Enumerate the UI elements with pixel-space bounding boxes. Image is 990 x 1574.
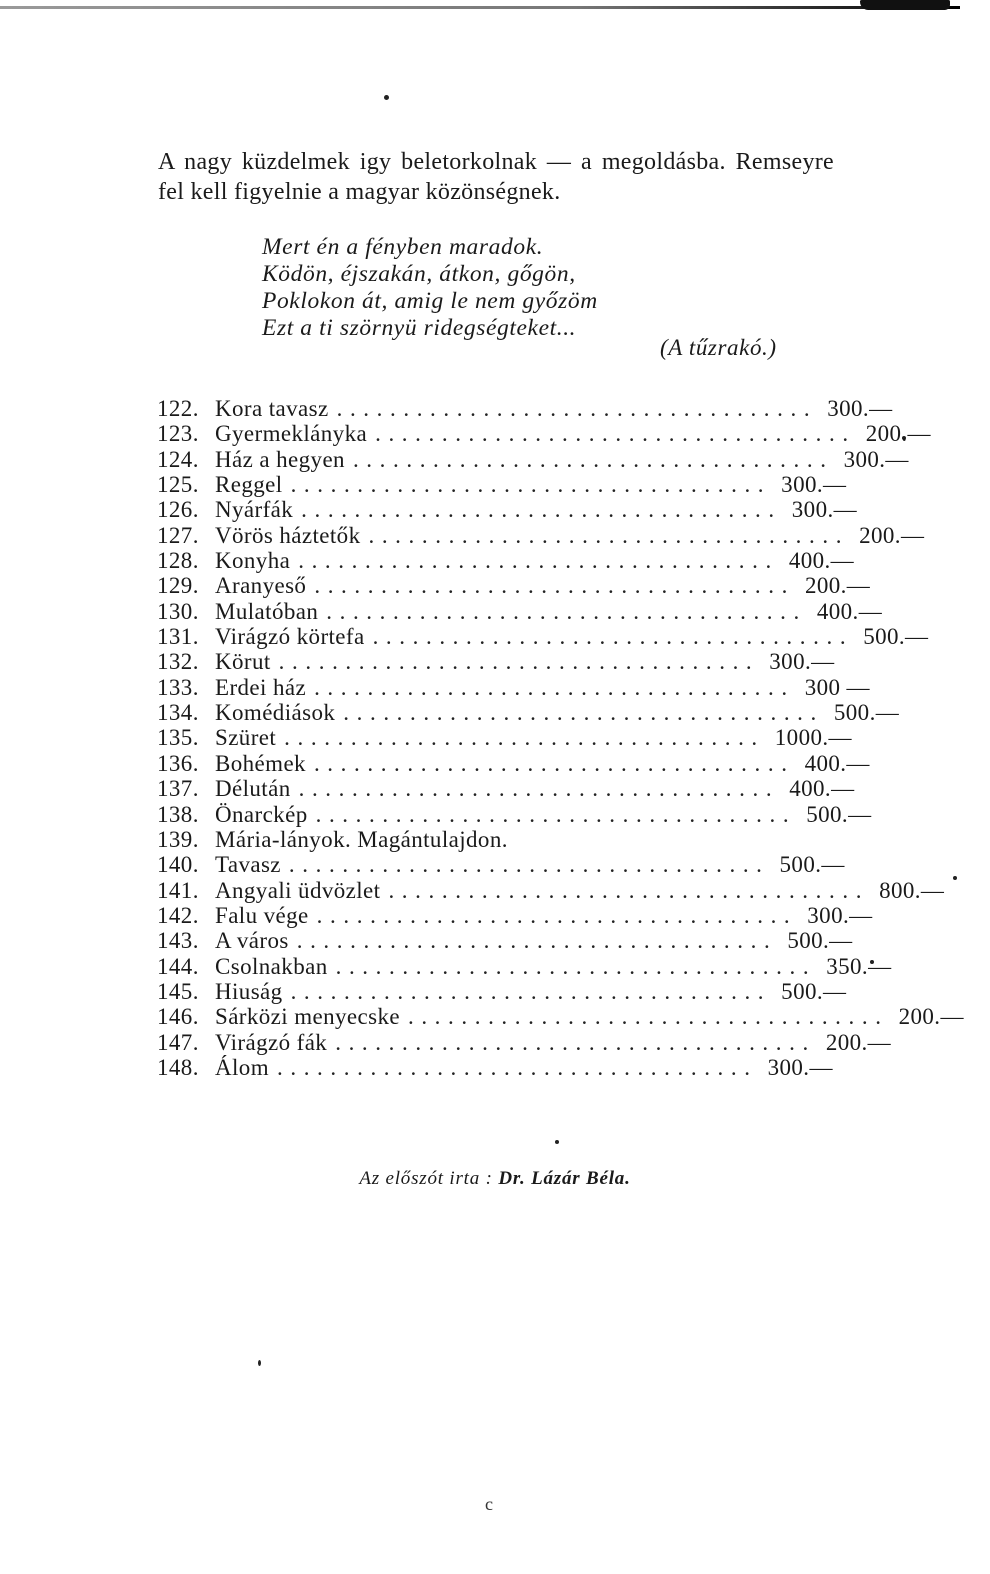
catalog-item-price: 500.— xyxy=(863,624,929,650)
catalog-item-number: 139. xyxy=(157,826,199,852)
leader-dots: .................................... xyxy=(335,953,817,979)
catalog-item-number: 130. xyxy=(157,598,199,624)
catalog-item-title: Vörös háztetők xyxy=(215,522,361,548)
catalog-item-number: 142. xyxy=(157,902,199,928)
catalog-item-title: A város xyxy=(215,928,289,954)
leader-dots: .................................... xyxy=(388,877,870,903)
catalog-item-title: Csolnakban xyxy=(215,953,328,979)
catalog-item-price: 500.— xyxy=(779,852,845,878)
catalog-item-number: 128. xyxy=(157,548,199,574)
poem-line: Ezt a ti szörnyü ridegségteket... xyxy=(262,315,577,341)
catalog-item xyxy=(157,421,931,447)
catalog-item-number: 143. xyxy=(157,928,199,954)
catalog-item-number: 126. xyxy=(157,497,199,523)
catalog-item-price: 300.— xyxy=(781,472,847,498)
catalog-item-price: 300.— xyxy=(807,902,873,928)
catalog-item-price: 200.— xyxy=(865,421,931,447)
leader-dots: .................................... xyxy=(335,1029,816,1055)
catalog-item-title: Kora tavasz xyxy=(215,396,329,421)
leader-dots: .................................... xyxy=(352,446,834,472)
ink-blot xyxy=(860,0,950,10)
preface-credit xyxy=(0,1168,990,1190)
catalog-item-price: 400.— xyxy=(816,598,883,624)
catalog-item-number: 125. xyxy=(157,472,199,498)
leader-dots: .................................... xyxy=(278,649,760,675)
catalog-item xyxy=(157,801,872,827)
credit-prefix: Az előszót irta : xyxy=(359,1168,493,1189)
catalog-item xyxy=(157,573,871,599)
catalog-item-title: Körut xyxy=(215,649,271,675)
catalog-item-price: 500.— xyxy=(781,978,847,1004)
leader-dots: .................................... xyxy=(288,852,770,878)
catalog-item-price: 300.— xyxy=(767,1054,833,1080)
stray-ink-dot xyxy=(384,95,389,100)
catalog-item-number: 136. xyxy=(157,750,199,776)
stray-ink-dot xyxy=(258,1360,261,1366)
leader-dots: .................................... xyxy=(375,421,856,447)
poem-line: Mert én a fényben maradok. xyxy=(262,234,544,260)
catalog-item-number: 135. xyxy=(157,725,199,751)
catalog-item-title: Komédiások xyxy=(215,700,336,726)
catalog-item-price: 300.— xyxy=(827,396,893,421)
catalog-item-number: 132. xyxy=(157,649,199,675)
catalog-item-number: 124. xyxy=(157,446,199,472)
catalog-item xyxy=(157,700,900,726)
catalog-item-title: Bohémek xyxy=(215,750,306,776)
catalog-item-number: 133. xyxy=(157,674,199,700)
catalog-item-title: Szüret xyxy=(215,725,277,751)
catalog-item-title: Sárközi menyecske xyxy=(215,1004,400,1030)
leader-dots: .................................... xyxy=(298,776,780,802)
catalog-item-number: 134. xyxy=(157,700,199,726)
leader-dots: .................................... xyxy=(314,674,795,700)
catalog-item-price: 400.— xyxy=(804,750,870,776)
leader-dots: .................................... xyxy=(290,978,772,1004)
leader-dots: .................................... xyxy=(326,598,807,624)
catalog-item-number: 129. xyxy=(157,573,199,599)
catalog-item-title: Erdei ház xyxy=(215,674,307,700)
catalog-item xyxy=(157,624,929,650)
catalog-item-title: Mária-lányok. Magántulajdon. xyxy=(215,826,508,852)
catalog-item-title: Nyárfák xyxy=(215,497,294,523)
leader-dots: .................................... xyxy=(315,801,797,827)
catalog-item-title: Aranyeső xyxy=(215,573,307,599)
catalog-item-number: 127. xyxy=(157,522,199,548)
catalog-item-number: 146. xyxy=(157,1004,199,1030)
leader-dots: .................................... xyxy=(298,548,779,574)
catalog-item-price: 350.— xyxy=(826,953,892,979)
catalog-item-price: 500.— xyxy=(787,928,853,954)
catalog-item xyxy=(157,978,847,1004)
catalog-item xyxy=(157,1004,964,1030)
catalog-item-title: Délután xyxy=(215,776,291,802)
leader-dots: .................................... xyxy=(368,522,850,548)
stray-ink-dot xyxy=(555,1140,559,1144)
catalog-item-number: 148. xyxy=(157,1054,199,1080)
catalog-item-title: Virágzó körtefa xyxy=(215,624,365,650)
catalog-item-number: 138. xyxy=(157,801,199,827)
catalog-item xyxy=(157,928,853,954)
catalog-item-title: Álom xyxy=(215,1054,269,1080)
catalog-item-number: 140. xyxy=(157,852,199,878)
poem-line: Poklokon át, amig le nem győzöm xyxy=(262,288,598,314)
top-edge-rule xyxy=(0,6,960,9)
catalog-item-price: 300 — xyxy=(804,674,870,700)
catalog-item-title: Önarckép xyxy=(215,801,308,827)
catalog-item-price: 500.— xyxy=(806,801,872,827)
catalog-item-title: Angyali üdvözlet xyxy=(215,877,381,903)
catalog-item xyxy=(157,750,870,776)
catalog-item xyxy=(157,953,892,979)
catalog-item-price: 300.— xyxy=(769,649,835,675)
catalog-item xyxy=(157,598,883,624)
leader-dots: .................................... xyxy=(290,472,772,498)
poem-attribution: (A tűzrakó.) xyxy=(660,335,777,360)
catalog-item-price: 400.— xyxy=(788,548,855,574)
poem-quote xyxy=(262,234,842,342)
catalog-item-title: Reggel xyxy=(215,472,283,498)
leader-dots: .................................... xyxy=(277,1054,758,1080)
catalog-item-price: 200.— xyxy=(825,1029,892,1055)
catalog-item xyxy=(157,472,847,498)
catalog-item xyxy=(157,649,837,674)
catalog-item-number: 122. xyxy=(157,396,199,421)
catalog-item-price: 1000.— xyxy=(774,725,852,751)
catalog-item-price: 500.— xyxy=(833,700,900,726)
catalog-item xyxy=(157,522,925,548)
catalog-item xyxy=(157,1029,892,1055)
catalog-item xyxy=(157,446,909,472)
catalog-item-number: 131. xyxy=(157,624,199,650)
leader-dots: .................................... xyxy=(336,396,818,421)
catalog-item xyxy=(157,548,855,574)
catalog-item xyxy=(157,674,870,700)
leader-dots: .................................... xyxy=(372,624,854,650)
leader-dots: .................................... xyxy=(343,700,824,726)
catalog-item-title: Virágzó fák xyxy=(215,1029,328,1055)
catalog-item-title: Gyermeklányka xyxy=(215,421,368,447)
catalog-item-title: Falu vége xyxy=(215,902,309,928)
catalog-item-price: 800.— xyxy=(879,877,945,903)
catalog-item-price: 200.— xyxy=(804,573,871,599)
catalog-item-number: 141. xyxy=(157,877,199,903)
page-mark: c xyxy=(485,1494,493,1514)
catalog-item-title: Tavasz xyxy=(215,852,281,878)
leader-dots: .................................... xyxy=(313,750,795,776)
catalog-item-price: 300.— xyxy=(791,497,858,523)
catalog-item xyxy=(157,1055,837,1080)
catalog-item-number: 144. xyxy=(157,953,199,979)
catalog-item xyxy=(157,877,945,903)
leader-dots: .................................... xyxy=(301,497,782,523)
catalog-list xyxy=(157,396,964,1080)
catalog-item-title: Mulatóban xyxy=(215,598,319,624)
catalog-item-price: 200.— xyxy=(859,522,925,548)
poem-line: Ködön, éjszakán, átkon, gőgön, xyxy=(262,261,576,287)
catalog-item-title: Ház a hegyen xyxy=(215,446,345,472)
catalog-item-title: Hiuság xyxy=(215,978,283,1004)
credit-author: Dr. Lázár Béla. xyxy=(498,1168,631,1189)
catalog-item xyxy=(157,776,855,802)
catalog-item-title: Konyha xyxy=(215,548,291,574)
leader-dots: .................................... xyxy=(284,725,765,751)
catalog-item xyxy=(157,725,852,751)
intro-paragraph: A nagy küzdelmek igy beletorkolnak — a megoldásba. Remseyre fel kell figyelnie a magyar közönségnek. xyxy=(158,149,834,205)
catalog-item-number: 147. xyxy=(157,1029,199,1055)
catalog-item-price: 200.— xyxy=(898,1004,964,1030)
catalog-item-price: 300.— xyxy=(843,446,909,472)
catalog-item xyxy=(157,396,893,421)
catalog-item-number: 145. xyxy=(157,978,199,1004)
catalog-item xyxy=(157,497,858,523)
leader-dots: .................................... xyxy=(296,928,778,954)
leader-dots: .................................... xyxy=(407,1004,889,1030)
leader-dots: .................................... xyxy=(314,573,795,599)
leader-dots: .................................... xyxy=(316,902,798,928)
catalog-item xyxy=(157,827,837,852)
catalog-item-number: 123. xyxy=(157,421,199,447)
catalog-item xyxy=(157,902,873,928)
catalog-item xyxy=(157,852,845,878)
catalog-item-price: 400.— xyxy=(789,776,855,802)
catalog-item-number: 137. xyxy=(157,776,199,802)
